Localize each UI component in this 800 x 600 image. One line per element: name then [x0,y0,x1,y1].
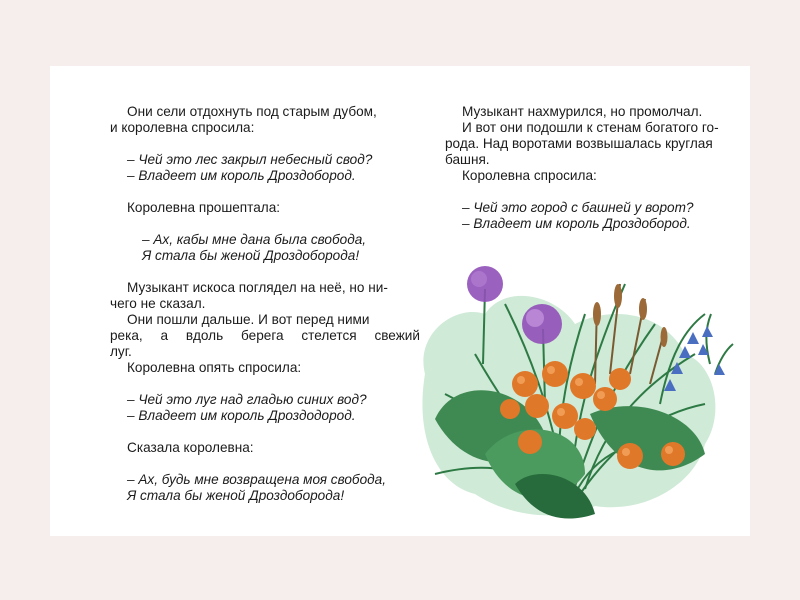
bottom-margin [0,536,800,600]
paragraph-line: башня. [445,152,490,167]
verse-line: Я стала бы женой Дроздоборода! [127,488,345,503]
paragraph-line: рода. Над воротами возвышалась круглая [445,136,713,151]
paragraph-line: чего не сказал. [110,296,206,311]
paragraph-line: и королевна спросила: [110,120,255,135]
book-spread [50,66,750,536]
verse-line: – Чей это город с башней у ворот? [462,200,694,215]
verse-line: – Владеет им король Дроздобород. [127,168,356,183]
paragraph-line: Музыкант нахмурился, но промолчал. [462,104,703,119]
paragraph-line: И вот они подошли к стенам богатого го- [462,120,719,135]
top-margin [0,0,800,66]
paragraph-line: Королевна опять спросила: [127,360,302,375]
left-page-text [110,104,420,504]
paragraph-line: Королевна спросила: [462,168,597,183]
paragraph-line: луг. [110,344,132,359]
verse-line: – Владеет им король Дроздобород. [462,216,691,231]
paragraph-line: Королевна прошептала: [127,200,281,215]
verse-line: – Владеет им король Дроздодород. [127,408,356,423]
verse-line: Я стала бы женой Дроздоборода! [142,248,360,263]
verse-line: – Ах, будь мне возвращена моя свобода, [127,472,386,487]
paragraph-line: Музыкант искоса поглядел на неё, но ни- [127,280,388,295]
paragraph-line: Они сели отдохнуть под старым дубом, [127,104,377,119]
paragraph-line: Сказала королевна: [127,440,254,455]
right-page-text [445,104,719,232]
verse-line: – Ах, кабы мне дана была свобода, [142,232,367,247]
meadow-flowers-illustration [415,244,735,529]
verse-line: – Чей это лес закрыл небесный свод? [127,152,373,167]
paragraph-line: река, а вдоль берега стелется свежий [110,328,420,343]
paragraph-line: Они пошли дальше. И вот перед ними [127,312,370,327]
verse-line: – Чей это луг над гладью синих вод? [127,392,367,407]
